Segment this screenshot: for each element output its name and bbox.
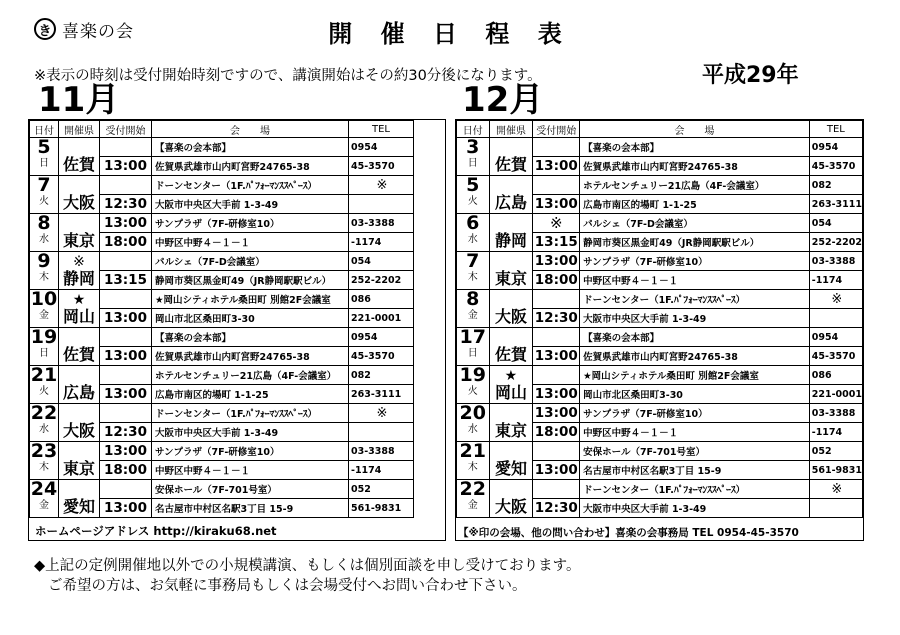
venue-address: 中野区中野４－１－１	[152, 233, 349, 252]
table-row	[457, 176, 863, 195]
day-number: 7	[466, 251, 480, 272]
day-number: 5	[37, 137, 51, 158]
tel-area: 0954	[349, 138, 414, 157]
december-panel	[455, 119, 864, 541]
time-cell-2: 12:30	[534, 310, 578, 326]
day-number: 17	[459, 327, 486, 348]
tel-number	[809, 309, 862, 328]
date-cell	[457, 328, 490, 366]
venue-address: 岡山市北区桑田町3-30	[580, 385, 810, 404]
tel-number: -1174	[349, 233, 414, 252]
prefecture: 東京	[494, 421, 527, 440]
weekday: 水	[39, 234, 49, 245]
time-cell-1	[533, 328, 580, 347]
time-cell-2: 13:15	[100, 271, 152, 290]
venue-name: ★岡山シティホテル桑田町 別館2F会議室	[152, 290, 349, 309]
time-cell-2: 18:00	[534, 424, 578, 440]
month-label-december: 12月	[462, 80, 544, 120]
prefecture: 東京	[62, 231, 95, 250]
date-cell	[457, 176, 490, 214]
time-cell-2: 12:30	[100, 195, 152, 214]
tel-area: ※	[349, 176, 414, 195]
table-row	[30, 290, 414, 309]
day-number: 21	[30, 365, 58, 386]
time-cell-1	[100, 404, 152, 423]
date-cell	[30, 442, 59, 480]
tel-area: ※	[809, 290, 862, 309]
day-number: 5	[466, 175, 480, 196]
venue-name: サンプラザ（7F-研修室10）	[152, 442, 349, 461]
weekday: 火	[39, 196, 49, 207]
col-venue-header: 会 場	[152, 121, 349, 138]
venue-address: 静岡市葵区黒金町49（JR静岡駅駅ビル）	[580, 233, 810, 252]
time-cell-2: 13:00	[534, 158, 578, 174]
weekday: 水	[39, 424, 49, 435]
tel-number	[349, 423, 414, 442]
day-number: 3	[466, 137, 480, 158]
prefecture: 東京	[62, 459, 95, 478]
table-row	[30, 176, 414, 195]
time-cell-1	[533, 290, 580, 309]
venue-address: 中野区中野４－１－１	[580, 271, 810, 290]
venue-address: 広島市南区的場町 1-1-25	[580, 195, 810, 214]
col-time-header: 受付開始	[533, 121, 580, 138]
time-cell-2: 13:00	[100, 157, 152, 176]
col-pref-header: 開催県	[489, 121, 533, 138]
table-row	[457, 404, 863, 423]
table-row	[457, 214, 863, 233]
table-row	[30, 214, 414, 233]
pref-cell	[59, 328, 100, 366]
tel-area: 0954	[809, 328, 862, 347]
time-cell-1	[533, 442, 580, 461]
time-cell-1: 13:00	[534, 253, 578, 269]
weekday: 金	[467, 310, 478, 321]
pref-cell	[489, 366, 533, 404]
prefecture: 佐賀	[494, 345, 527, 364]
day-number: 23	[30, 441, 58, 462]
table-row	[30, 328, 414, 347]
november-panel	[28, 119, 446, 541]
table-row	[30, 366, 414, 385]
venue-name: 【喜楽の会本部】	[580, 328, 810, 347]
pref-cell	[489, 328, 533, 366]
prefecture: 佐賀	[494, 155, 527, 174]
time-cell-2: 18:00	[100, 233, 152, 252]
day-number: 22	[30, 403, 58, 424]
pref-cell	[489, 214, 533, 252]
tel-area: 082	[809, 176, 862, 195]
date-cell	[30, 404, 59, 442]
venue-address: 中野区中野４－１－１	[580, 423, 810, 442]
venue-address: 岡山市北区桑田町3-30	[152, 309, 349, 328]
pref-cell	[59, 442, 100, 480]
weekday: 木	[467, 272, 478, 283]
time-cell-2: 12:30	[534, 500, 578, 516]
tel-number: 263-3111	[349, 385, 414, 404]
mark-symbol: ★	[72, 292, 86, 308]
table-row	[457, 442, 863, 461]
page-title: 開 催 日 程 表	[328, 20, 572, 48]
tel-number: 252-2202	[809, 233, 862, 252]
pref-cell	[59, 214, 100, 252]
time-cell-1	[100, 290, 152, 309]
venue-address: 名古屋市中村区名駅3丁目 15-9	[580, 461, 810, 480]
pref-cell	[489, 252, 533, 290]
time-cell-2: 13:00	[534, 386, 578, 402]
table-header	[457, 121, 863, 138]
pref-cell	[59, 252, 100, 290]
table-row	[457, 290, 863, 309]
table-row	[30, 252, 414, 271]
time-cell-2: 12:30	[100, 423, 152, 442]
date-cell	[30, 252, 59, 290]
date-cell	[457, 214, 490, 252]
day-number: 7	[37, 175, 51, 196]
day-number: 8	[466, 289, 480, 310]
prefecture: 静岡	[494, 231, 527, 250]
time-note: ※表示の時刻は受付開始時刻ですので、講演開始はその約30分後になります。	[34, 68, 542, 84]
homepage-address: ホームページアドレス http://kiraku68.net	[35, 524, 277, 538]
pref-cell	[59, 176, 100, 214]
venue-name: 安保ホール（7F-701号室）	[580, 442, 810, 461]
november-schedule-table	[29, 120, 414, 518]
mark-symbol: ※	[73, 254, 85, 270]
table-row	[457, 366, 863, 385]
day-number: 24	[30, 479, 58, 500]
time-cell-1: 13:00	[100, 214, 152, 233]
weekday: 火	[39, 386, 49, 397]
tel-area: 052	[809, 442, 862, 461]
tel-area: 03-3388	[809, 252, 862, 271]
tel-area: 086	[809, 366, 862, 385]
tel-number: -1174	[809, 271, 862, 290]
date-cell	[457, 366, 490, 404]
date-cell	[457, 404, 490, 442]
col-date-header: 日付	[457, 121, 490, 138]
pref-cell	[489, 138, 533, 176]
tel-area: 03-3388	[349, 214, 414, 233]
era-year: 平成29年	[702, 63, 799, 88]
november-rows	[30, 138, 414, 518]
prefecture: 大阪	[494, 307, 527, 326]
weekday: 水	[467, 234, 478, 245]
time-cell-1	[100, 328, 152, 347]
table-row	[30, 404, 414, 423]
date-cell	[457, 138, 490, 176]
pref-cell	[489, 290, 533, 328]
time-cell-2: 13:00	[100, 499, 152, 518]
venue-name: ドーンセンター（1F.ﾊﾟﾌｫｰﾏﾝｽｽﾍﾟｰｽ）	[152, 404, 349, 423]
venue-address: 静岡市葵区黒金町49（JR静岡駅駅ビル）	[152, 271, 349, 290]
prefecture: 大阪	[494, 497, 527, 516]
table-row	[457, 252, 863, 271]
logo-text: 喜楽の会	[62, 21, 134, 42]
tel-number: 252-2202	[349, 271, 414, 290]
time-cell-2: 13:00	[100, 309, 152, 328]
date-cell	[457, 442, 490, 480]
tel-number: 45-3570	[349, 347, 414, 366]
time-cell-1	[100, 176, 152, 195]
weekday: 火	[467, 196, 478, 207]
col-date-header: 日付	[30, 121, 59, 138]
prefecture: 岡山	[494, 383, 527, 402]
venue-address: 佐賀県武雄市山内町宮野24765-38	[152, 347, 349, 366]
venue-name: ドーンセンター（1F.ﾊﾟﾌｫｰﾏﾝｽｽﾍﾟｰｽ）	[580, 480, 810, 499]
date-cell	[457, 480, 490, 518]
venue-address: 佐賀県武雄市山内町宮野24765-38	[580, 157, 810, 176]
col-tel-header: TEL	[809, 121, 862, 138]
tel-area: 054	[809, 214, 862, 233]
time-cell-1	[533, 480, 580, 499]
pref-cell	[59, 404, 100, 442]
tel-number	[349, 195, 414, 214]
weekday: 日	[39, 158, 49, 169]
date-cell	[30, 214, 59, 252]
time-cell-1	[100, 366, 152, 385]
venue-name: サンプラザ（7F-研修室10）	[580, 252, 810, 271]
table-row	[457, 138, 863, 157]
december-schedule-table	[456, 120, 863, 518]
pref-cell	[489, 480, 533, 518]
venue-name: 安保ホール（7F-701号室）	[152, 480, 349, 499]
time-cell-1: ※	[533, 214, 580, 233]
tel-number: 221-0001	[349, 309, 414, 328]
weekday: 日	[467, 158, 478, 169]
venue-name: ホテルセンチュリー21広島（4F-会議室）	[580, 176, 810, 195]
tel-area: 0954	[809, 138, 862, 157]
time-cell-1	[100, 138, 152, 157]
prefecture: 佐賀	[62, 155, 95, 174]
weekday: 金	[39, 310, 49, 321]
weekday: 金	[467, 500, 478, 511]
day-number: 8	[37, 213, 51, 234]
day-number: 19	[30, 327, 58, 348]
logo-mark-icon: き	[34, 18, 56, 40]
date-cell	[30, 176, 59, 214]
time-cell-1	[533, 176, 580, 195]
venue-name: ドーンセンター（1F.ﾊﾟﾌｫｰﾏﾝｽｽﾍﾟｰｽ）	[580, 290, 810, 309]
venue-name: サンプラザ（7F-研修室10）	[152, 214, 349, 233]
col-time-header: 受付開始	[100, 121, 152, 138]
tel-area: 0954	[349, 328, 414, 347]
day-number: 19	[459, 365, 486, 386]
bottom-note-line1: ◆上記の定例開催地以外での小規模講演、もしくは個別面談を申し受けております。	[34, 558, 581, 574]
venue-address: 佐賀県武雄市山内町宮野24765-38	[152, 157, 349, 176]
tel-number: 45-3570	[349, 157, 414, 176]
day-number: 6	[466, 213, 480, 234]
time-cell-1	[533, 138, 580, 157]
venue-name: パルシェ（7F-D会議室）	[580, 214, 810, 233]
weekday: 金	[39, 500, 49, 511]
venue-name: 【喜楽の会本部】	[152, 138, 349, 157]
venue-address: 大阪市中央区大手前 1-3-49	[152, 423, 349, 442]
col-pref-header: 開催県	[59, 121, 100, 138]
time-cell-2: 13:00	[534, 348, 578, 364]
date-cell	[457, 290, 490, 328]
mark-symbol: ★	[504, 368, 518, 384]
tel-number: 45-3570	[809, 347, 862, 366]
pref-cell	[489, 404, 533, 442]
contact-note: 【※印の会場、他の問い合わせ】喜楽の会事務局 TEL 0954-45-3570	[458, 527, 799, 539]
tel-number: 561-9831	[349, 499, 414, 518]
day-number: 21	[459, 441, 486, 462]
weekday: 火	[467, 386, 478, 397]
day-number: 10	[30, 289, 58, 310]
tel-number: 221-0001	[809, 385, 862, 404]
month-label-november: 11月	[38, 80, 120, 120]
tel-number	[809, 499, 862, 518]
prefecture: 広島	[62, 383, 95, 402]
venue-name: 【喜楽の会本部】	[152, 328, 349, 347]
bottom-note-line2: ご希望の方は、お気軽に事務局もしくは会場受付へお問い合わせ下さい。	[48, 578, 527, 594]
weekday: 日	[39, 348, 49, 359]
tel-number: 263-3111	[809, 195, 862, 214]
venue-name: ホテルセンチュリー21広島（4F-会議室）	[152, 366, 349, 385]
prefecture: 広島	[494, 193, 527, 212]
prefecture: 愛知	[494, 459, 527, 478]
day-number: 20	[459, 403, 486, 424]
date-cell	[30, 138, 59, 176]
december-rows	[457, 138, 863, 518]
time-cell-1	[533, 366, 580, 385]
date-cell	[30, 290, 59, 328]
venue-name: パルシェ（7F-D会議室）	[152, 252, 349, 271]
date-cell	[30, 328, 59, 366]
pref-cell	[489, 176, 533, 214]
pref-cell	[489, 442, 533, 480]
weekday: 水	[467, 424, 478, 435]
col-venue-header: 会 場	[580, 121, 810, 138]
prefecture: 大阪	[62, 193, 95, 212]
time-cell-2: 13:15	[534, 234, 578, 250]
venue-name: ★岡山シティホテル桑田町 別館2F会議室	[580, 366, 810, 385]
tel-number: -1174	[349, 461, 414, 480]
table-row	[457, 480, 863, 499]
pref-cell	[59, 480, 100, 518]
prefecture: 東京	[494, 269, 527, 288]
prefecture: 静岡	[62, 269, 95, 288]
prefecture: 愛知	[62, 497, 95, 516]
time-cell-1: 13:00	[100, 442, 152, 461]
tel-area: ※	[809, 480, 862, 499]
venue-name: ドーンセンター（1F.ﾊﾟﾌｫｰﾏﾝｽｽﾍﾟｰｽ）	[152, 176, 349, 195]
tel-area: 082	[349, 366, 414, 385]
venue-address: 大阪市中央区大手前 1-3-49	[580, 309, 810, 328]
time-cell-1	[100, 252, 152, 271]
prefecture: 佐賀	[62, 345, 95, 364]
table-row	[30, 442, 414, 461]
tel-number: 45-3570	[809, 157, 862, 176]
time-cell-2: 18:00	[534, 272, 578, 288]
time-cell-2: 13:00	[100, 385, 152, 404]
weekday: 木	[39, 462, 49, 473]
pref-cell	[59, 138, 100, 176]
tel-area: 052	[349, 480, 414, 499]
date-cell	[457, 252, 490, 290]
time-cell-2: 18:00	[100, 461, 152, 480]
tel-number: -1174	[809, 423, 862, 442]
weekday: 木	[39, 272, 49, 283]
tel-area: 086	[349, 290, 414, 309]
venue-address: 広島市南区的場町 1-1-25	[152, 385, 349, 404]
weekday: 木	[467, 462, 478, 473]
venue-address: 名古屋市中村区名駅3丁目 15-9	[152, 499, 349, 518]
table-row	[457, 328, 863, 347]
venue-address: 大阪市中央区大手前 1-3-49	[152, 195, 349, 214]
day-number: 9	[37, 251, 51, 272]
time-cell-2: 13:00	[534, 196, 578, 212]
time-cell-1	[100, 480, 152, 499]
tel-area: 03-3388	[349, 442, 414, 461]
table-header	[30, 121, 414, 138]
tel-area: 054	[349, 252, 414, 271]
prefecture: 大阪	[62, 421, 95, 440]
venue-name: サンプラザ（7F-研修室10）	[580, 404, 810, 423]
day-number: 22	[459, 479, 486, 500]
time-cell-2: 13:00	[100, 347, 152, 366]
col-tel-header: TEL	[349, 121, 414, 138]
weekday: 日	[467, 348, 478, 359]
date-cell	[30, 480, 59, 518]
date-cell	[30, 366, 59, 404]
venue-address: 大阪市中央区大手前 1-3-49	[580, 499, 810, 518]
pref-cell	[59, 366, 100, 404]
tel-area: 03-3388	[809, 404, 862, 423]
venue-address: 佐賀県武雄市山内町宮野24765-38	[580, 347, 810, 366]
tel-area: ※	[349, 404, 414, 423]
table-row	[30, 138, 414, 157]
time-cell-2: 13:00	[534, 462, 578, 478]
pref-cell	[59, 290, 100, 328]
tel-number: 561-9831	[809, 461, 862, 480]
venue-address: 中野区中野４－１－１	[152, 461, 349, 480]
venue-name: 【喜楽の会本部】	[580, 138, 810, 157]
prefecture: 岡山	[62, 307, 95, 326]
time-cell-1: 13:00	[534, 405, 578, 421]
table-row	[30, 480, 414, 499]
